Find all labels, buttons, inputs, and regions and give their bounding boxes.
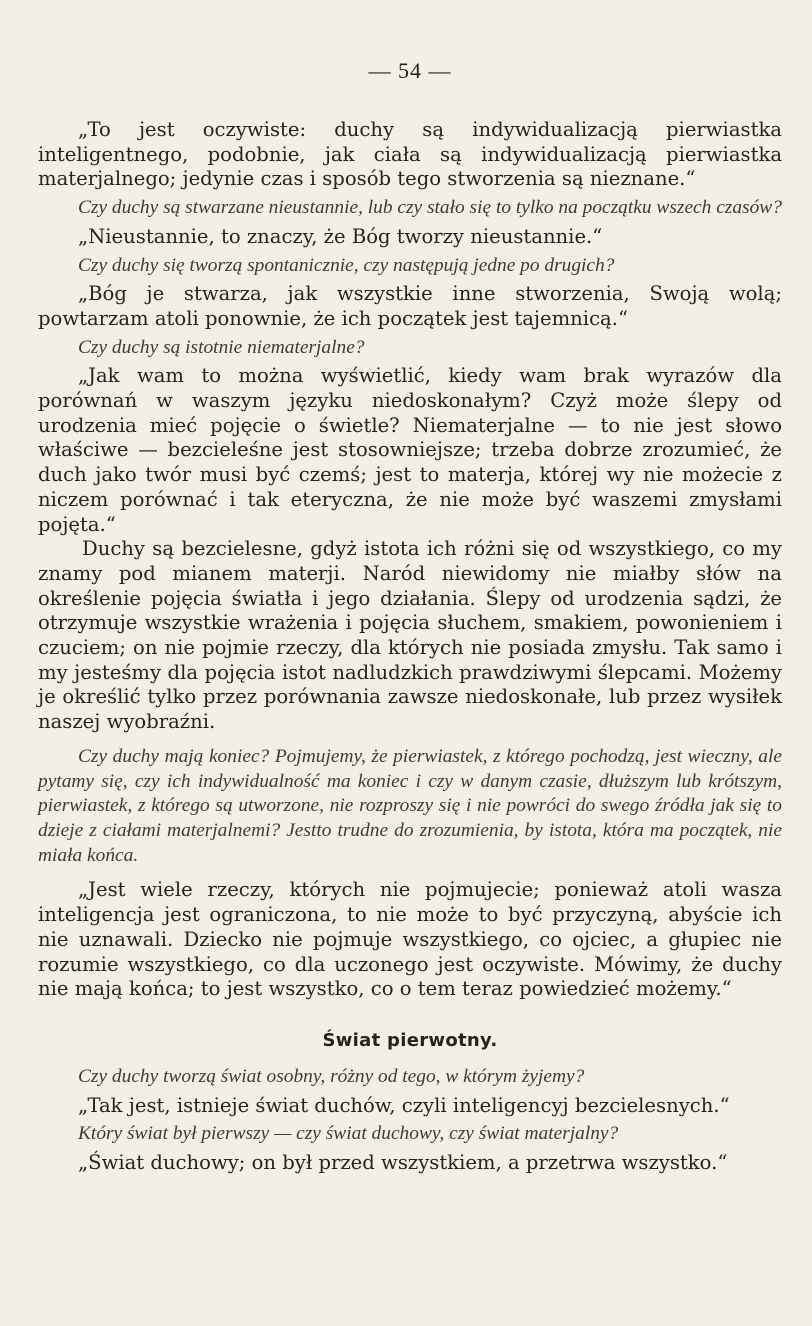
question-paragraph: Czy duchy tworzą świat osobny, różny od tego, w którym żyjemy? (78, 1065, 585, 1087)
page-number: — 54 — (368, 58, 452, 83)
answer-paragraph: „Nieustannie, to znaczy, że Bóg tworzy nieustannie.“ (78, 224, 603, 248)
answer-paragraph: „Jak wam to można wyświetlić, kiedy wam brak wyrazów dla porównań w waszym języku niedoskonałym? Czyż może ślepy od urodzenia mieć pojęcie o świetle? Niematerjalne — to nie jest słowo właściwe — bezcieleśne jest stosowniejsze; trzeba dobrze zrozumieć, że duch jako twór musi być czemś; jest to materja, której wy nie możecie z niczem porównać i tak eteryczna, że nie może być waszemi zmysłami pojęta.“ (38, 364, 782, 536)
answer-paragraph: „Jest wiele rzeczy, których nie pojmujecie; ponieważ atoli wasza inteligencja jest ograniczona, to nie może to być przyczyną, abyście ich nie uznawali. Dziecko nie pojmuje wszystkiego, co ojciec, a głupiec nie rozumie wszystkiego, co dla uczonego jest oczywiste. Mówimy, że duchy nie mają końca; to jest wszystko, co o tem teraz powiedzieć możemy.“ (38, 878, 782, 1001)
answer-paragraph: „Tak jest, istnieje świat duchów, czyli inteligencyj bezcielesnych.“ (78, 1093, 730, 1117)
question-paragraph: Czy duchy się tworzą spontanicznie, czy następują jedne po drugich? (78, 254, 615, 276)
answer-paragraph: „To jest oczywiste: duchy są indywidualizacją pierwiastka inteligentnego, podobnie, jak ciała są indywidualizacją pierwiastka materjalnego; jedynie czas i sposób tego stworzenia są nieznane.“ (38, 118, 782, 191)
question-paragraph: Czy duchy mają koniec? Pojmujemy, że pierwiastek, z którego pochodzą, jest wieczny, ale pytamy się, czy ich indywidualność ma koniec i czy w danym czasie, dłuższym lub krótszym, pierwiastek, z którego są utworzone, nie rozproszy się i nie powróci do swego źródła jak się to dzieje z ciałami materjalnemi? Jestto trudne do zrozumienia, by istota, która ma początek, nie miała końca. (38, 745, 782, 866)
question-paragraph: Czy duchy są stwarzane nieustannie, lub czy stało się to tylko na początku wszech czasów? (78, 197, 782, 219)
question-paragraph: Który świat był pierwszy — czy świat duchowy, czy świat materjalny? (78, 1123, 619, 1145)
answer-paragraph: „Świat duchowy; on był przed wszystkiem, a przetrwa wszystko.“ (78, 1151, 728, 1175)
book-page (38, 58, 782, 1176)
answer-paragraph: „Bóg je stwarza, jak wszystkie inne stworzenia, Swoją wolą; powtarzam atoli ponownie, że ich początek jest tajemnicą.“ (38, 282, 782, 330)
body-paragraph: Duchy są bezcielesne, gdyż istota ich różni się od wszystkiego, co my znamy pod mianem materji. Naród niewidomy nie miałby słów na określenie pojęcia światła i jego działania. Ślepy od urodzenia sądzi, że otrzymuje wszystkie wrażenia i pojęcia słuchem, smakiem, powonieniem i czuciem; on nie pojmie rzeczy, dla których nie posiada zmysłu. Tak samo i my jesteśmy dla pojęcia istot nadludzkich prawdziwymi ślepcami. Możemy je określić tylko przez porównania zawsze niedoskonałe, lub przez wysiłek naszej wyobraźni. (38, 537, 782, 734)
question-paragraph: Czy duchy są istotnie niematerjalne? (78, 336, 365, 358)
section-heading: Świat pierwotny. (322, 1029, 498, 1051)
